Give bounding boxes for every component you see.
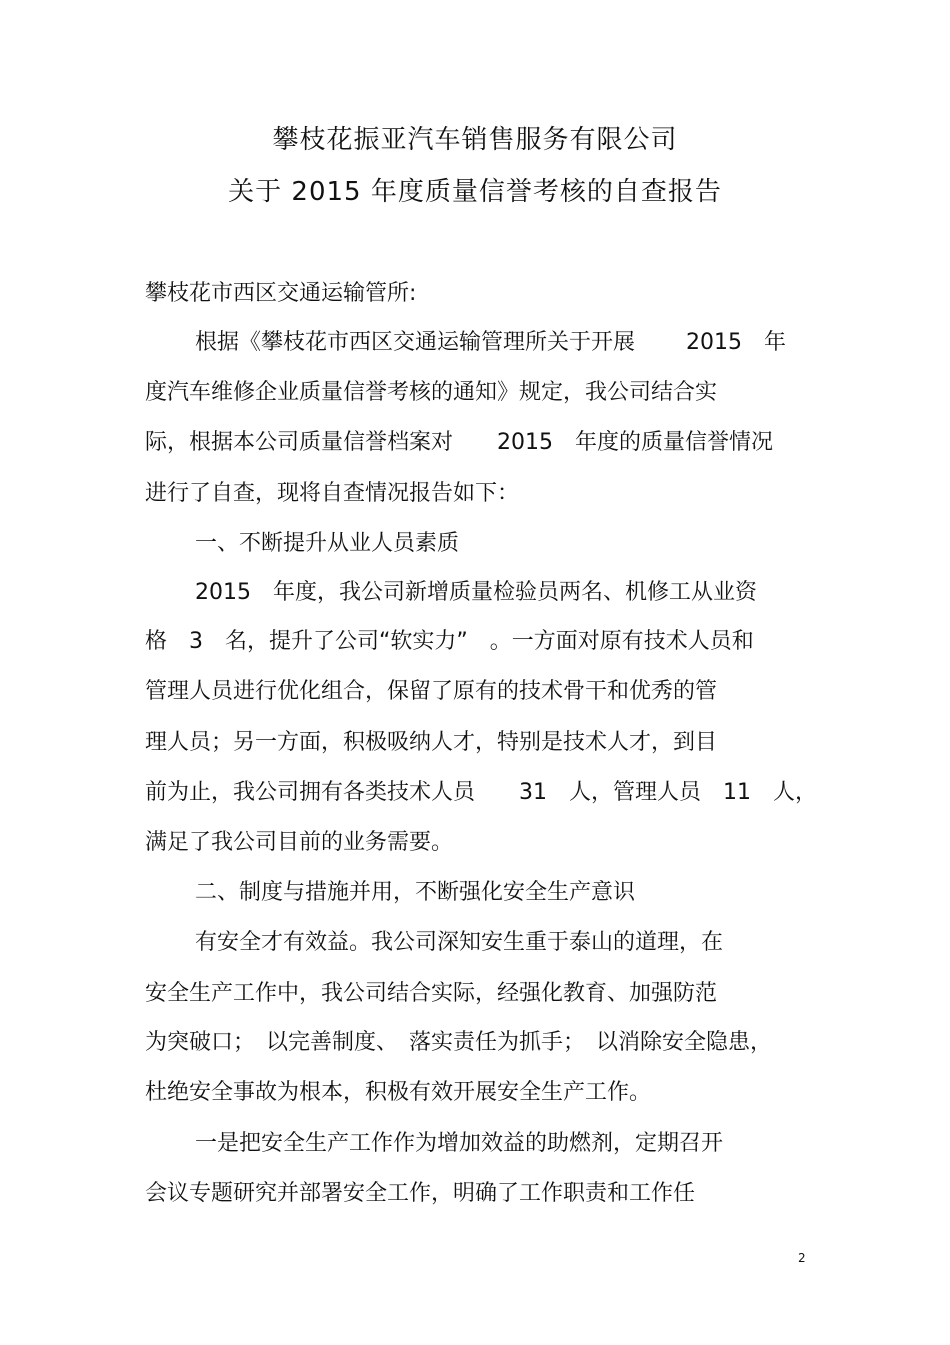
body-line: 会议专题研究并部署安全工作，明确了工作职责和工作任 — [145, 1181, 696, 1206]
body-line: 际，根据本公司质量信誉档案对 2015 年度的质量信誉情况 — [145, 430, 773, 455]
body-line: 一是把安全生产工作作为增加效益的助燃剂，定期召开 — [195, 1131, 724, 1156]
body-line: 杜绝安全事故为根本，积极有效开展安全生产工作。 — [145, 1080, 652, 1105]
page-number: 2 — [798, 1251, 806, 1265]
body-line: 安全生产工作中，我公司结合实际，经强化教育、加强防范 — [145, 981, 718, 1006]
report-title-line-2: 关于 2015 年度质量信誉考核的自查报告 — [228, 177, 722, 207]
body-line: 满足了我公司目前的业务需要。 — [145, 830, 454, 855]
salutation: 攀枝花市西区交通运输管所: — [145, 281, 417, 306]
body-line: 为突破口； 以完善制度、 落实责任为抓手； 以消除安全隐患， — [145, 1030, 773, 1055]
report-title-line-1: 攀枝花振亚汽车销售服务有限公司 — [272, 125, 678, 155]
section-heading-2: 二、制度与措施并用，不断强化安全生产意识 — [195, 880, 636, 905]
body-line: 有安全才有效益。我公司深知安生重于泰山的道理，在 — [195, 930, 724, 955]
body-line: 管理人员进行优化组合，保留了原有的技术骨干和优秀的管 — [145, 679, 718, 704]
body-line: 根据《攀枝花市西区交通运输管理所关于开展 2015 年 — [195, 330, 786, 355]
body-line: 度汽车维修企业质量信誉考核的通知》规定，我公司结合实 — [145, 380, 718, 405]
body-line: 理人员；另一方面，积极吸纳人才，特别是技术人才，到目 — [145, 730, 718, 755]
body-line: 前为止，我公司拥有各类技术人员 31 人，管理人员 11 人， — [145, 780, 817, 805]
section-heading-1: 一、不断提升从业人员素质 — [195, 531, 460, 556]
body-line: 格 3 名，提升了公司“软实力” 。一方面对原有技术人员和 — [145, 629, 754, 654]
body-line: 2015 年度，我公司新增质量检验员两名、机修工从业资 — [195, 580, 757, 605]
body-line: 进行了自查，现将自查情况报告如下： — [145, 481, 520, 506]
